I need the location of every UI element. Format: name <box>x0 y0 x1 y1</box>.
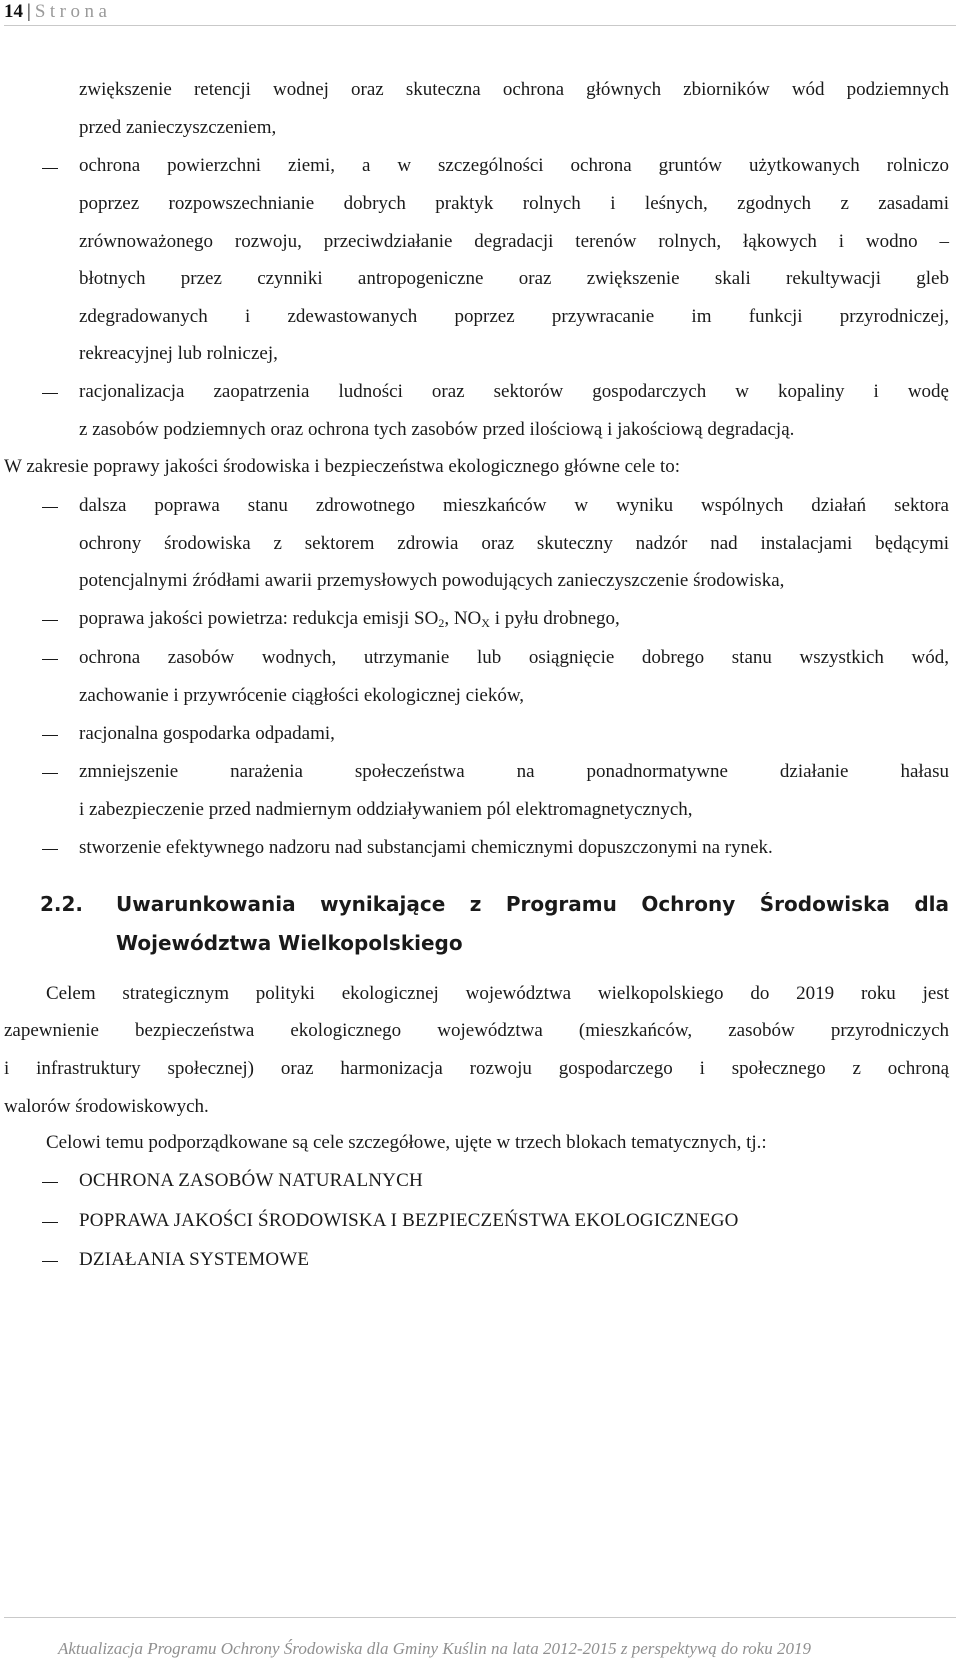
text-line: ochrony środowiska z sektorem zdrowia oraz skuteczny nadzór nad instalacjami będącymi <box>79 533 949 554</box>
list-dash-icon <box>42 507 58 508</box>
header-separator: | <box>27 1 31 22</box>
text-line: walorów środowiskowych. <box>4 1096 209 1117</box>
text-line: ochrona zasobów wodnych, utrzymanie lub osiągnięcie dobrego stanu wszystkich wód, <box>79 647 949 668</box>
text-line: racjonalizacja zaopatrzenia ludności oraz sektorów gospodarczych w kopaliny i wodę <box>79 381 949 402</box>
list-dash-icon <box>42 849 58 850</box>
subscript: 2 <box>438 616 445 630</box>
text-run: i pyłu drobnego, <box>489 608 620 629</box>
text-run: poprawa jakości powietrza: redukcja emisji SO <box>79 608 439 629</box>
list-dash-icon <box>42 1182 58 1183</box>
text-line <box>79 607 620 631</box>
text-line: dalsza poprawa stanu zdrowotnego mieszkańców w wyniku wspólnych działań sektora <box>79 495 949 516</box>
list-dash-icon <box>42 773 58 774</box>
text-line: zapewnienie bezpieczeństwa ekologicznego województwa (mieszkańców, zasobów przyrodniczych <box>4 1020 949 1041</box>
text-line: W zakresie poprawy jakości środowiska i bezpieczeństwa ekologicznego główne cele to: <box>4 456 681 477</box>
section-title: Uwarunkowania wynikające z Programu Ochrony Środowiska dla <box>116 892 949 916</box>
text-line: z zasobów podziemnych oraz ochrona tych zasobów przed ilościową i jakościową degradacją. <box>79 419 795 440</box>
text-line: potencjalnymi źródłami awarii przemysłowych powodujących zanieczyszczenie środowiska, <box>79 570 785 591</box>
text-line: zwiększenie retencji wodnej oraz skuteczna ochrona głównych zbiorników wód podziemnych <box>79 79 949 100</box>
text-line: ochrona powierzchni ziemi, a w szczególności ochrona gruntów użytkowanych rolniczo <box>79 155 949 176</box>
text-line: stworzenie efektywnego nadzoru nad substancjami chemicznymi dopuszczonymi na rynek. <box>79 837 773 858</box>
list-dash-icon <box>42 659 58 660</box>
block-item: OCHRONA ZASOBÓW NATURALNYCH <box>79 1170 423 1191</box>
block-item: DZIAŁANIA SYSTEMOWE <box>79 1249 310 1270</box>
subscript: X <box>481 616 490 630</box>
list-dash-icon <box>42 1222 58 1223</box>
text-line: zachowanie i przywrócenie ciągłości ekologicznej cieków, <box>79 685 525 706</box>
section-number: 2.2. <box>40 892 84 916</box>
list-dash-icon <box>42 168 58 169</box>
text-line: zrównoważonego rozwoju, przeciwdziałanie degradacji terenów rolnych, łąkowych i wodno – <box>79 231 949 252</box>
text-line: błotnych przez czynniki antropogeniczne oraz zwiększenie skali rekultywacji gleb <box>79 268 949 289</box>
list-dash-icon <box>42 620 58 621</box>
block-item: POPRAWA JAKOŚCI ŚRODOWISKA I BEZPIECZEŃSTWA EKOLOGICZNEGO <box>79 1210 739 1231</box>
text-line: poprzez rozpowszechnianie dobrych praktyk rolnych i leśnych, zgodnych z zasadami <box>79 193 949 214</box>
page-number: 14 <box>4 1 23 22</box>
text-line: przed zanieczyszczeniem, <box>79 117 277 138</box>
text-line: racjonalna gospodarka odpadami, <box>79 723 335 744</box>
text-run: , NO <box>444 608 482 629</box>
section-title: Województwa Wielkopolskiego <box>116 931 463 955</box>
page-footer: Aktualizacja Programu Ochrony Środowiska dla Gminy Kuślin na lata 2012-2015 z perspektywą do roku 2019 <box>58 1639 811 1658</box>
page-word: Strona <box>34 1 112 22</box>
text-line: rekreacyjnej lub rolniczej, <box>79 343 278 364</box>
list-dash-icon <box>42 393 58 394</box>
text-line: Celowi temu podporządkowane są cele szczegółowe, ujęte w trzech blokach tematycznych, tj.: <box>46 1132 767 1153</box>
text-line: i infrastruktury społecznej) oraz harmonizacja rozwoju gospodarczego i społecznego z ochroną <box>4 1058 949 1079</box>
text-line: zmniejszenie narażenia społeczeństwa na ponadnormatywne działanie hałasu <box>79 761 949 782</box>
text-line: i zabezpieczenie przed nadmiernym oddziaływaniem pól elektromagnetycznych, <box>79 799 693 820</box>
text-line: Celem strategicznym polityki ekologicznej województwa wielkopolskiego do 2019 roku jest <box>46 983 949 1004</box>
page-header <box>4 0 956 26</box>
text-line: zdegradowanych i zdewastowanych poprzez przywracanie im funkcji przyrodniczej, <box>79 306 949 327</box>
list-dash-icon <box>42 735 58 736</box>
list-dash-icon <box>42 1261 58 1262</box>
footer-divider <box>4 1617 956 1618</box>
